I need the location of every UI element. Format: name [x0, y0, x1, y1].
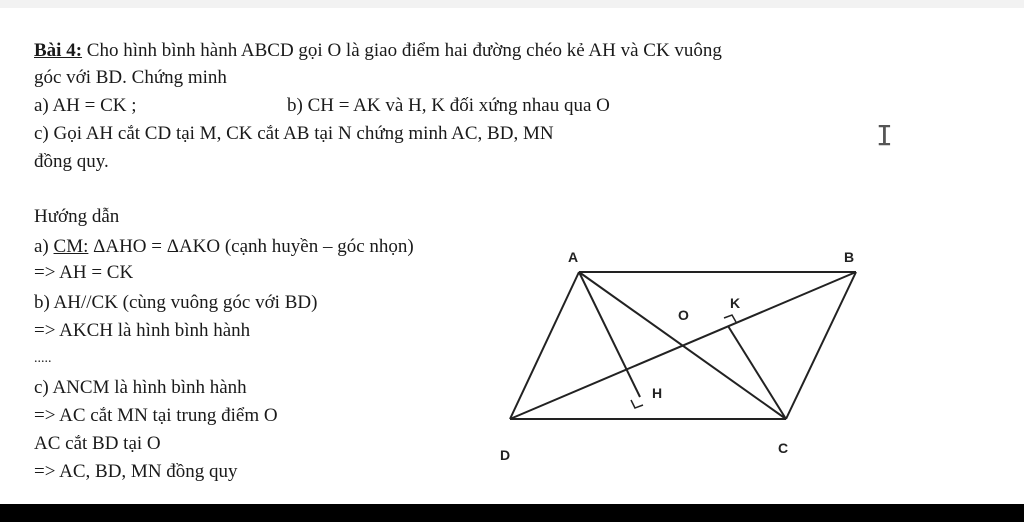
guide-c-result-1: => AC cắt MN tại trung điểm O [34, 405, 278, 426]
segment-ck [728, 326, 786, 419]
right-angle-mark-k [724, 315, 736, 322]
label-c: C [778, 440, 789, 456]
problem-title: Bài 4: [34, 40, 83, 61]
segment-ah [579, 272, 640, 397]
side-bc [786, 272, 856, 419]
problem-line-1 [34, 40, 722, 62]
problem-intro: Cho hình bình hành ABCD gọi O là giao điểm hai đường chéo kẻ AH và CK vuông [82, 40, 722, 61]
label-o: O [678, 307, 689, 323]
diagonal-bd [510, 272, 856, 419]
label-a: A [568, 249, 579, 265]
label-d: D [500, 447, 511, 463]
problem-part-b: b) CH = AK và H, K đối xứng nhau qua O [287, 95, 610, 116]
problem-part-c-cont: đồng quy. [34, 151, 109, 172]
problem-line-2: góc với BD. Chứng minh [34, 67, 227, 88]
guide-b-result: => AKCH là hình bình hành [34, 320, 251, 341]
top-strip [0, 0, 1024, 8]
guide-c: c) ANCM là hình bình hành [34, 377, 247, 398]
guide-dots: ..... [34, 351, 52, 366]
label-b: B [844, 249, 855, 265]
guide-a-cm: CM: [53, 236, 89, 257]
guide-a-prefix: a) [34, 236, 54, 257]
problem-part-a: a) AH = CK ; [34, 95, 137, 116]
text-cursor-icon: I [876, 119, 893, 152]
guide-b: b) AH//CK (cùng vuông góc với BD) [34, 292, 318, 313]
bottom-bar [0, 504, 1024, 522]
parallelogram-figure [490, 240, 870, 470]
problem-part-c: c) Gọi AH cắt CD tại M, CK cắt AB tại N chứng minh AC, BD, MN [34, 123, 554, 144]
guide-a-rest: ΔAHO = ΔAKO (cạnh huyền – góc nhọn) [88, 236, 414, 257]
side-da [510, 272, 579, 419]
guide-heading: Hướng dẫn [34, 206, 120, 227]
guide-c-line-2: AC cắt BD tại O [34, 433, 161, 454]
guide-a [34, 236, 414, 258]
guide-c-result-2: => AC, BD, MN đồng quy [34, 461, 238, 482]
right-angle-mark-h [631, 400, 643, 408]
label-h: H [652, 385, 663, 401]
label-k: K [730, 295, 741, 311]
guide-a-result: => AH = CK [34, 262, 134, 283]
